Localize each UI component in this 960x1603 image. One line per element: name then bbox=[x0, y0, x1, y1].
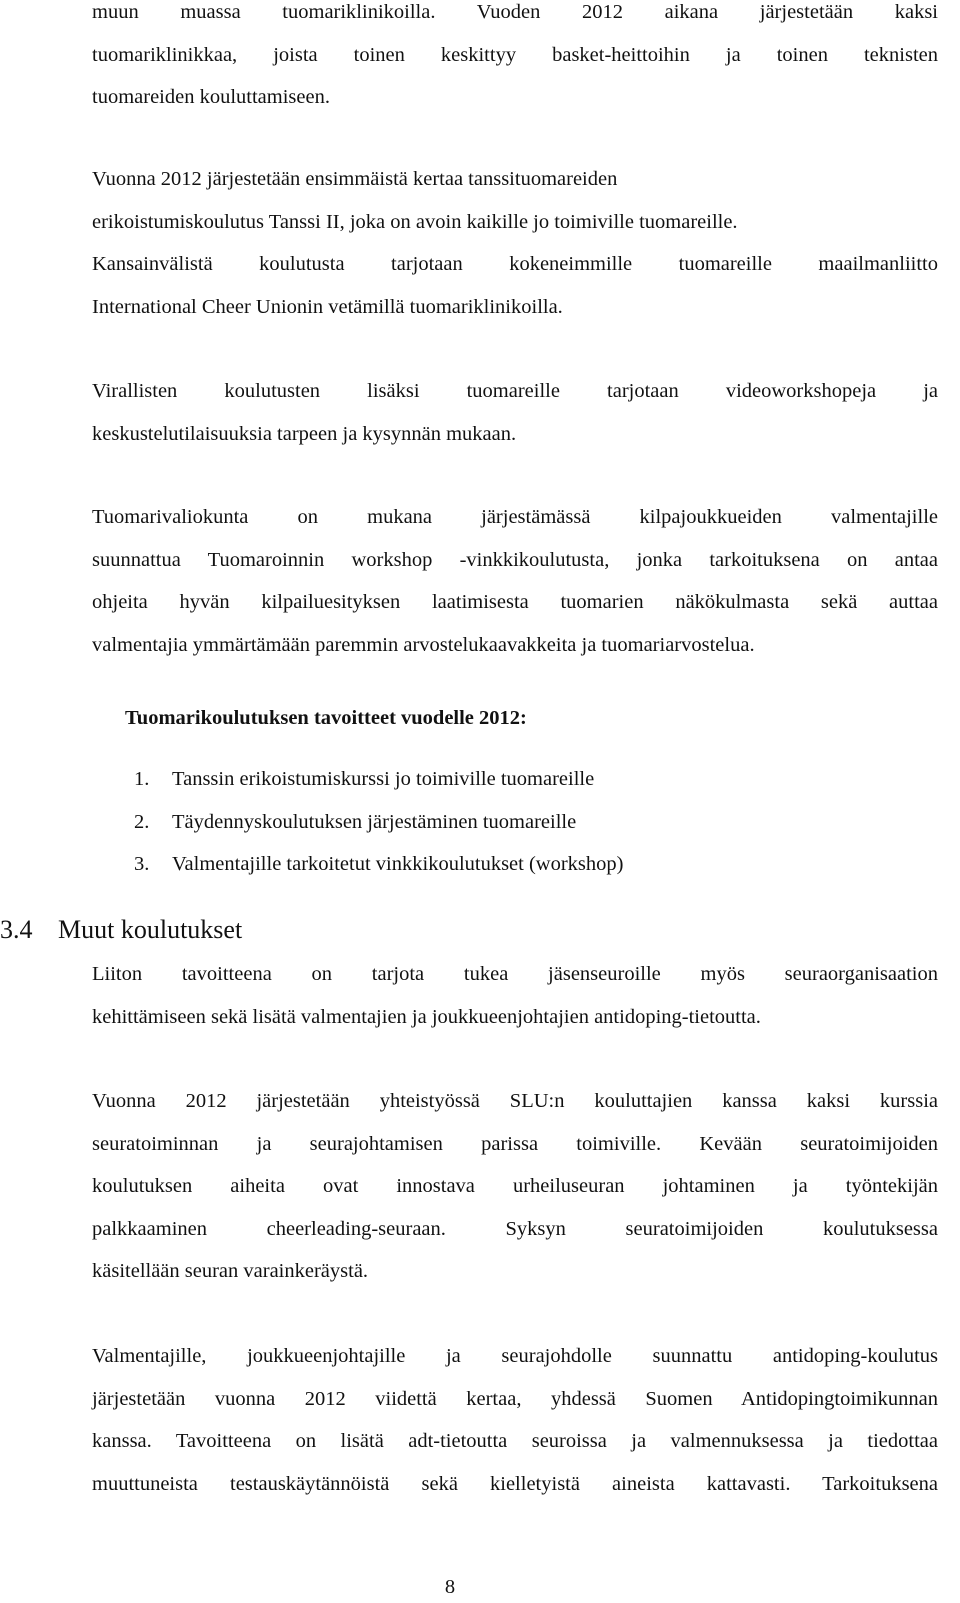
list-item bbox=[134, 801, 624, 844]
text-line: muun muassa tuomariklinikoilla. Vuoden 2012 aikana järjestetään kaksi bbox=[92, 1, 938, 23]
paragraph-antidoping bbox=[92, 1335, 938, 1505]
goals-heading: Tuomarikoulutuksen tavoitteet vuodelle 2012: bbox=[125, 707, 527, 729]
list-item-text: Tanssin erikoistumiskurssi jo toimiville tuomareille bbox=[172, 768, 595, 790]
paragraph-clinics bbox=[92, 0, 938, 119]
text-line: muuttuneista testauskäytännöistä sekä kielletyistä aineista kattavasti. Tarkoituksena bbox=[92, 1472, 938, 1495]
text-line: keskustelutilaisuuksia tarpeen ja kysynnän mukaan. bbox=[92, 422, 517, 445]
list-item-number: 3. bbox=[134, 853, 150, 875]
text-line: Vuonna 2012 järjestetään yhteistyössä SLU:n kouluttajien kanssa kaksi kurssia bbox=[92, 1090, 938, 1112]
list-item-number: 2. bbox=[134, 810, 150, 833]
text-line: valmentajia ymmärtämään paremmin arvostelukaavakkeita ja tuomariarvostelua. bbox=[92, 633, 755, 656]
text-line: ohjeita hyvän kilpailuesityksen laatimisesta tuomarien näkökulmasta sekä auttaa bbox=[92, 591, 938, 613]
text-line: Valmentajille, joukkueenjohtajille ja seurajohdolle suunnattu antidoping-koulutus bbox=[92, 1345, 938, 1367]
text-line: Vuonna 2012 järjestetään ensimmäistä kertaa tanssituomareiden bbox=[92, 168, 618, 190]
paragraph-video-workshops bbox=[92, 370, 938, 455]
list-item bbox=[134, 843, 624, 886]
paragraph-dance-judges bbox=[92, 158, 938, 328]
paragraph-judging-committee bbox=[92, 496, 938, 666]
goals-list bbox=[134, 758, 624, 886]
text-line: koulutuksen aiheita ovat innostava urheiluseuran johtaminen ja työntekijän bbox=[92, 1175, 938, 1197]
text-line: järjestetään vuonna 2012 viidettä kertaa, yhdessä Suomen Antidopingtoimikunnan bbox=[92, 1387, 938, 1410]
section-number: 3.4 bbox=[0, 915, 33, 944]
section-title: Muut koulutukset bbox=[58, 915, 243, 944]
list-item-text: Täydennyskoulutuksen järjestäminen tuomareille bbox=[172, 810, 577, 833]
text-line: International Cheer Unionin vetämillä tuomariklinikoilla. bbox=[92, 295, 563, 318]
text-line: tuomariklinikkaa, joista toinen keskittyy basket-heittoihin ja toinen teknisten bbox=[92, 43, 938, 66]
text-line: erikoistumiskoulutus Tanssi II, joka on avoin kaikille jo toimiville tuomareille. bbox=[92, 210, 738, 233]
text-line: seuratoiminnan ja seurajohtamisen parissa toimiville. Kevään seuratoimijoiden bbox=[92, 1132, 938, 1155]
list-item-text: Valmentajille tarkoitetut vinkkikoulutukset (workshop) bbox=[172, 853, 624, 875]
paragraph-slu-courses bbox=[92, 1080, 938, 1293]
text-line: Virallisten koulutusten lisäksi tuomareille tarjotaan videoworkshopeja ja bbox=[92, 380, 938, 402]
list-item bbox=[134, 758, 624, 801]
section-heading bbox=[0, 912, 242, 948]
paragraph-club-development bbox=[92, 953, 938, 1038]
text-line: tuomareiden kouluttamiseen. bbox=[92, 86, 330, 108]
text-line: suunnattua Tuomaroinnin workshop -vinkkikoulutusta, jonka tarkoituksena on antaa bbox=[92, 548, 938, 571]
list-item-number: 1. bbox=[134, 768, 150, 790]
page-number: 8 bbox=[444, 1576, 456, 1598]
text-line: kehittämiseen sekä lisätä valmentajien ja joukkueenjohtajien antidoping-tietoutta. bbox=[92, 1005, 761, 1028]
text-line: Liiton tavoitteena on tarjota tukea jäsenseuroille myös seuraorganisaation bbox=[92, 963, 938, 985]
text-line: käsitellään seuran varainkeräystä. bbox=[92, 1260, 369, 1282]
text-line: Kansainvälistä koulutusta tarjotaan kokeneimmille tuomareille maailmanliitto bbox=[92, 253, 938, 275]
text-line: kanssa. Tavoitteena on lisätä adt-tietoutta seuroissa ja valmennuksessa ja tiedottaa bbox=[92, 1430, 938, 1452]
text-line: Tuomarivaliokunta on mukana järjestämässä kilpajoukkueiden valmentajille bbox=[92, 506, 938, 528]
text-line: palkkaaminen cheerleading-seuraan. Syksyn seuratoimijoiden koulutuksessa bbox=[92, 1217, 938, 1240]
